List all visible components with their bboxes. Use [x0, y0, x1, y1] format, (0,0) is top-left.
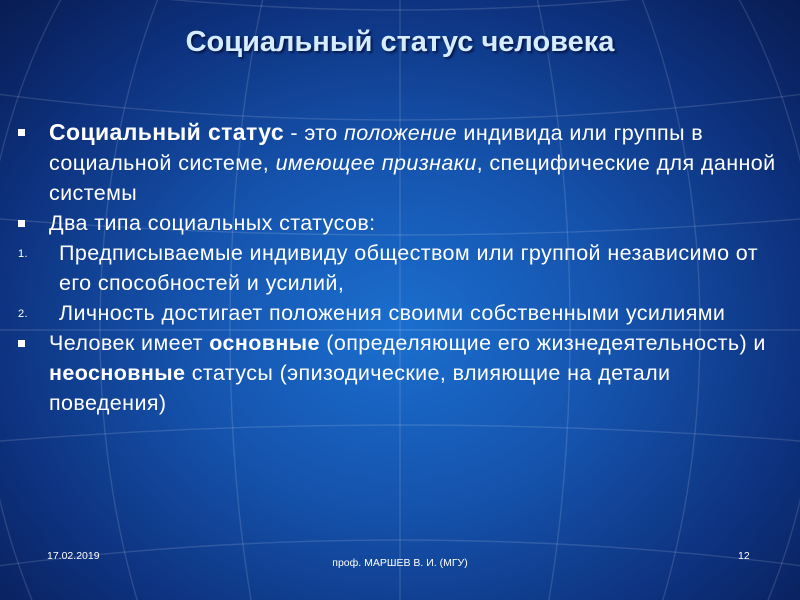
text-fragment: - это — [284, 121, 344, 145]
bold-fragment: основные — [209, 331, 320, 355]
page-number: 12 — [738, 550, 750, 562]
square-bullet-icon — [18, 340, 25, 347]
text-fragment: статусы (эпизодические, влияющие на детали поведения) — [49, 361, 671, 415]
footer-date: 17.02.2019 — [47, 550, 100, 562]
text-fragment: Человек имеет — [49, 331, 210, 355]
square-bullet-icon — [18, 220, 25, 227]
italic-fragment: имеющее признаки — [275, 151, 477, 175]
footer-author: проф. МАРШЕВ В. И. (МГУ) — [332, 557, 468, 569]
slide-content — [18, 117, 786, 418]
text-fragment: , специфические для данной системы — [49, 151, 776, 205]
numbered-item-text: Личность достигает положения своими собственными усилиями — [59, 301, 726, 325]
term-highlight: Социальный статус — [49, 119, 285, 145]
list-item — [18, 117, 786, 208]
numbered-item — [18, 298, 786, 328]
numbered-item-text: Предписываемые индивиду обществом или группой независимо от его способностей и усилий, — [59, 241, 758, 295]
item-number: 1. — [18, 248, 28, 260]
list-item — [18, 208, 786, 238]
numbered-item — [18, 238, 786, 298]
list-item-text: Два типа социальных статусов: — [49, 211, 376, 235]
item-number: 2. — [18, 308, 28, 320]
text-fragment: (определяющие его жизнедеятельность) и — [319, 331, 766, 355]
slide-title: Социальный статус человека — [185, 26, 615, 58]
text-fragment: индивида или группы в социальной системе, — [49, 121, 704, 175]
italic-fragment: положение — [344, 121, 458, 145]
bold-fragment: неосновные — [49, 361, 186, 385]
square-bullet-icon — [18, 129, 25, 136]
list-item — [18, 328, 786, 418]
